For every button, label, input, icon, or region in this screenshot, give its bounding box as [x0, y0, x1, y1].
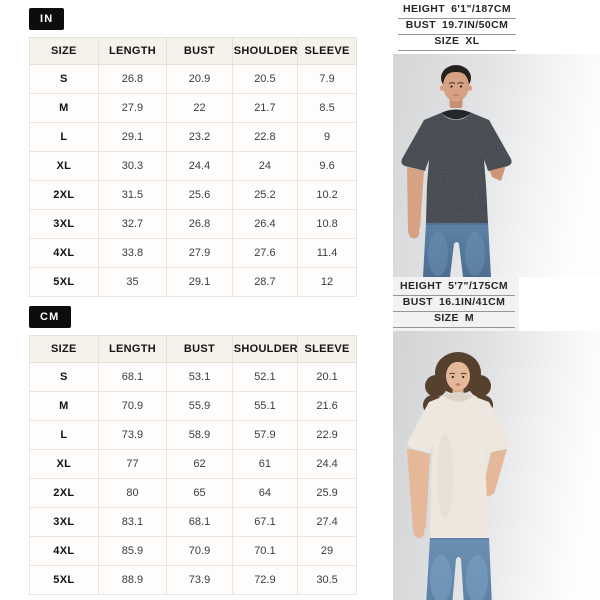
value-cell: 27.4 [298, 508, 357, 537]
value-cell: 9 [298, 123, 357, 152]
value-cell: 65 [167, 479, 232, 508]
spec-value: 6'1"/187CM [451, 3, 511, 15]
column-header-size: SIZE [30, 336, 99, 363]
table-row [30, 268, 357, 297]
table-row [30, 537, 357, 566]
value-cell: 68.1 [167, 508, 232, 537]
table-row [30, 152, 357, 181]
value-cell: 8.5 [298, 94, 357, 123]
value-cell: 26.8 [98, 65, 167, 94]
table-row [30, 450, 357, 479]
value-cell: 55.9 [167, 392, 232, 421]
centimeters-section [29, 306, 357, 595]
value-cell: 57.9 [232, 421, 297, 450]
column-header-sleeve: SLEEVE [298, 336, 357, 363]
model-card-male [393, 0, 600, 277]
value-cell: 9.6 [298, 152, 357, 181]
model-photos-column [393, 0, 600, 600]
value-cell: 10.2 [298, 181, 357, 210]
column-header-shoulder: SHOULDER [232, 336, 297, 363]
unit-badge-in: IN [29, 8, 64, 30]
table-row [30, 363, 357, 392]
spec-label: SIZE [433, 312, 459, 324]
table-row [30, 479, 357, 508]
value-cell: 29 [298, 537, 357, 566]
spec-label: BUST [405, 19, 436, 31]
size-cell: L [30, 421, 99, 450]
table-header-row [30, 38, 357, 65]
value-cell: 27.9 [167, 239, 232, 268]
value-cell: 30.5 [298, 566, 357, 595]
value-cell: 52.1 [232, 363, 297, 392]
value-cell: 29.1 [98, 123, 167, 152]
size-cell: 4XL [30, 239, 99, 268]
value-cell: 80 [98, 479, 167, 508]
size-cell: M [30, 94, 99, 123]
value-cell: 61 [232, 450, 297, 479]
table-row [30, 210, 357, 239]
value-cell: 64 [232, 479, 297, 508]
value-cell: 24.4 [298, 450, 357, 479]
column-header-length: LENGTH [98, 38, 167, 65]
size-cell: XL [30, 152, 99, 181]
size-cell: XL [30, 450, 99, 479]
female-model-specs [393, 277, 519, 331]
value-cell: 20.1 [298, 363, 357, 392]
value-cell: 27.6 [232, 239, 297, 268]
value-cell: 10.8 [298, 210, 357, 239]
table-row [30, 123, 357, 152]
size-cell: S [30, 363, 99, 392]
size-cell: 3XL [30, 508, 99, 537]
value-cell: 62 [167, 450, 232, 479]
male-model-specs [398, 0, 516, 54]
table-row [30, 65, 357, 94]
spec-size [398, 35, 516, 51]
size-cell: 2XL [30, 479, 99, 508]
value-cell: 7.9 [298, 65, 357, 94]
size-table-inches [29, 37, 357, 297]
unit-badge-cm: CM [29, 306, 71, 328]
value-cell: 12 [298, 268, 357, 297]
value-cell: 58.9 [167, 421, 232, 450]
table-row [30, 508, 357, 537]
value-cell: 73.9 [98, 421, 167, 450]
table-row [30, 239, 357, 268]
value-cell: 31.5 [98, 181, 167, 210]
table-row [30, 421, 357, 450]
value-cell: 22.8 [232, 123, 297, 152]
spec-size [393, 312, 515, 328]
value-cell: 23.2 [167, 123, 232, 152]
value-cell: 55.1 [232, 392, 297, 421]
spec-value: M [464, 312, 475, 324]
value-cell: 77 [98, 450, 167, 479]
value-cell: 25.6 [167, 181, 232, 210]
value-cell: 33.8 [98, 239, 167, 268]
value-cell: 26.8 [167, 210, 232, 239]
column-header-length: LENGTH [98, 336, 167, 363]
value-cell: 85.9 [98, 537, 167, 566]
spec-height [393, 280, 515, 296]
value-cell: 24 [232, 152, 297, 181]
value-cell: 20.5 [232, 65, 297, 94]
column-header-size: SIZE [30, 38, 99, 65]
value-cell: 72.9 [232, 566, 297, 595]
column-header-bust: BUST [167, 38, 232, 65]
table-row [30, 181, 357, 210]
spec-label: HEIGHT [400, 280, 443, 292]
value-cell: 35 [98, 268, 167, 297]
table-row [30, 566, 357, 595]
value-cell: 32.7 [98, 210, 167, 239]
value-cell: 70.9 [167, 537, 232, 566]
size-cell: 4XL [30, 537, 99, 566]
spec-value: 16.1IN/41CM [438, 296, 506, 308]
size-cell: M [30, 392, 99, 421]
value-cell: 20.9 [167, 65, 232, 94]
value-cell: 53.1 [167, 363, 232, 392]
value-cell: 70.9 [98, 392, 167, 421]
value-cell: 27.9 [98, 94, 167, 123]
value-cell: 68.1 [98, 363, 167, 392]
size-cell: 2XL [30, 181, 99, 210]
size-cell: 3XL [30, 210, 99, 239]
value-cell: 25.2 [232, 181, 297, 210]
male-model-illustration [393, 54, 600, 277]
model-card-female [393, 277, 600, 600]
value-cell: 73.9 [167, 566, 232, 595]
value-cell: 67.1 [232, 508, 297, 537]
value-cell: 70.1 [232, 537, 297, 566]
spec-label: BUST [402, 296, 433, 308]
spec-bust [398, 19, 516, 35]
inches-section [29, 8, 357, 297]
spec-bust [393, 296, 515, 312]
value-cell: 83.1 [98, 508, 167, 537]
spec-label: HEIGHT [403, 3, 446, 15]
size-cell: 5XL [30, 566, 99, 595]
value-cell: 22.9 [298, 421, 357, 450]
value-cell: 25.9 [298, 479, 357, 508]
value-cell: 88.9 [98, 566, 167, 595]
male-model-photo [393, 54, 600, 277]
column-header-shoulder: SHOULDER [232, 38, 297, 65]
value-cell: 21.6 [298, 392, 357, 421]
female-model-illustration [393, 331, 600, 600]
spec-value: 19.7IN/50CM [441, 19, 509, 31]
value-cell: 26.4 [232, 210, 297, 239]
value-cell: 29.1 [167, 268, 232, 297]
spec-height [398, 3, 516, 19]
column-header-bust: BUST [167, 336, 232, 363]
spec-label: SIZE [434, 35, 460, 47]
size-tables-column [29, 8, 357, 595]
value-cell: 24.4 [167, 152, 232, 181]
value-cell: 11.4 [298, 239, 357, 268]
column-header-sleeve: SLEEVE [298, 38, 357, 65]
size-cell: S [30, 65, 99, 94]
value-cell: 30.3 [98, 152, 167, 181]
value-cell: 21.7 [232, 94, 297, 123]
spec-value: XL [465, 35, 480, 47]
table-row [30, 392, 357, 421]
table-row [30, 94, 357, 123]
spec-value: 5'7"/175CM [448, 280, 508, 292]
value-cell: 28.7 [232, 268, 297, 297]
value-cell: 22 [167, 94, 232, 123]
female-model-photo [393, 331, 600, 600]
size-table-centimeters [29, 335, 357, 595]
table-header-row [30, 336, 357, 363]
size-cell: 5XL [30, 268, 99, 297]
size-cell: L [30, 123, 99, 152]
